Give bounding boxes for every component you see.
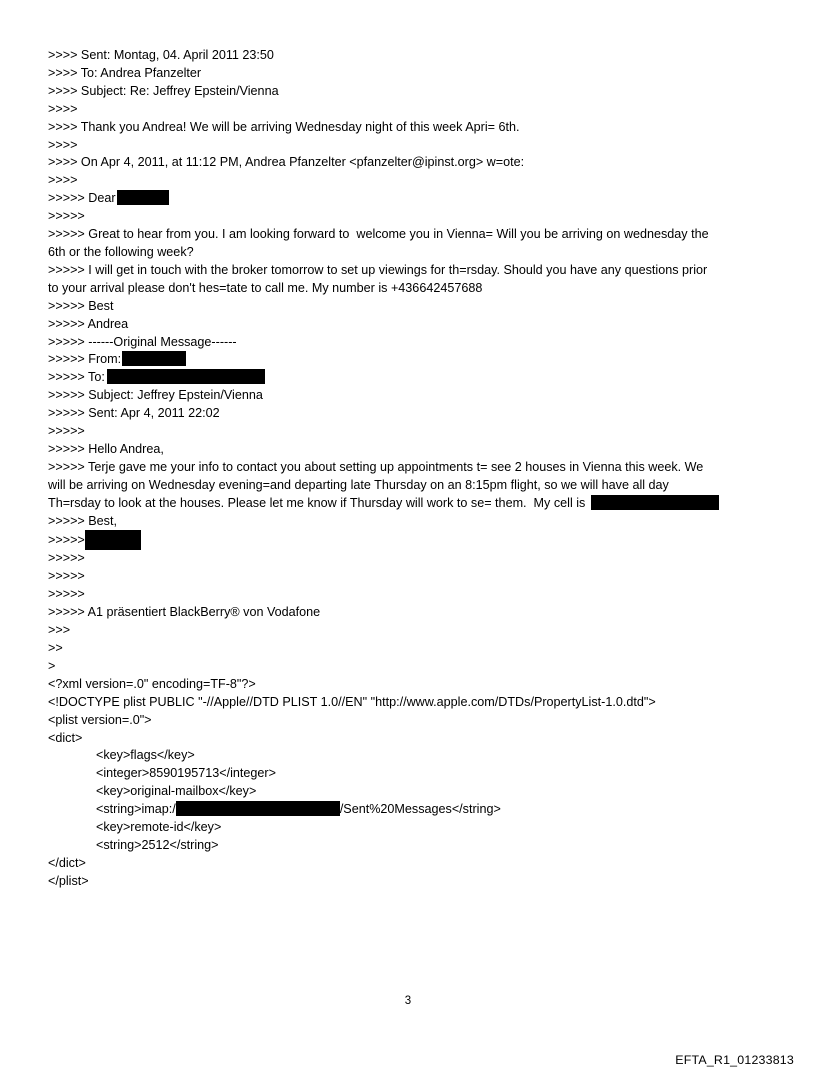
text-line: </plist> bbox=[48, 873, 89, 888]
text-line: >> bbox=[48, 641, 63, 655]
text-line: <key>original-mailbox</key> bbox=[96, 784, 257, 799]
text-line: >>>> bbox=[48, 101, 78, 116]
text-line: >>>>> Hello Andrea, bbox=[48, 441, 164, 456]
text-line bbox=[48, 530, 768, 550]
line-text: >>>>> To: bbox=[48, 370, 105, 385]
text-line: >>>>> Best bbox=[48, 298, 114, 313]
page-number: 3 bbox=[404, 995, 412, 1007]
text-line bbox=[48, 190, 768, 208]
text-line bbox=[48, 369, 768, 387]
email-document-body bbox=[48, 47, 768, 891]
text-line: <plist version=.0"> bbox=[48, 712, 152, 727]
text-line: > bbox=[48, 658, 56, 673]
redaction-box bbox=[85, 530, 141, 550]
text-line: <string>2512</string> bbox=[96, 837, 219, 852]
text-line: >>>>> bbox=[48, 551, 85, 566]
line-text: Th=rsday to look at the houses. Please let me know if Thursday will work to se= them. My cell is bbox=[48, 495, 586, 510]
text-line: >>>> bbox=[48, 173, 78, 188]
text-line: >>>>> A1 präsentiert BlackBerry® von Vodafone bbox=[48, 605, 321, 620]
text-line: >>>>> ------Original Message------ bbox=[48, 334, 237, 349]
text-line: >>>>> bbox=[48, 424, 85, 439]
text-line: >>>>> Sent: Apr 4, 2011 22:02 bbox=[48, 406, 220, 421]
text-line: >>>> To: Andrea Pfanzelter bbox=[48, 65, 202, 80]
redaction-box bbox=[591, 495, 719, 510]
text-line: >>>>> Subject: Jeffrey Epstein/Vienna bbox=[48, 388, 263, 403]
text-line: >>>> Sent: Montag, 04. April 2011 23:50 bbox=[48, 48, 274, 62]
text-line bbox=[48, 351, 768, 369]
text-line: </dict> bbox=[48, 855, 86, 870]
redaction-box bbox=[176, 801, 340, 816]
text-line: >>>> bbox=[48, 137, 78, 152]
text-line: >>>> Subject: Re: Jeffrey Epstein/Vienna bbox=[48, 83, 279, 98]
text-line: <?xml version=.0" encoding=TF-8"?> bbox=[48, 676, 256, 691]
text-line: <!DOCTYPE plist PUBLIC "-//Apple//DTD PLIST 1.0//EN" "http://www.apple.com/DTDs/PropertyList-1.0.dtd"> bbox=[48, 694, 656, 709]
text-line: <key>remote-id</key> bbox=[96, 820, 222, 835]
text-line: <key>flags</key> bbox=[96, 748, 195, 763]
text-line: >>> bbox=[48, 623, 71, 638]
text-line bbox=[48, 801, 768, 819]
text-line: >>>>> bbox=[48, 569, 85, 584]
text-line: >>>>> I will get in touch with the broker tomorrow to set up viewings for th=rsday. Should you have any questions prior bbox=[48, 262, 708, 277]
text-line: >>>>> Great to hear from you. I am looking forward to welcome you in Vienna= Will you be arriving on wednesday the bbox=[48, 227, 709, 242]
text-line: will be arriving on Wednesday evening=and departing late Thursday on an 8:15pm flight, so we will have all day bbox=[48, 477, 669, 492]
line-text: <string>imap:/ bbox=[96, 802, 176, 817]
text-line: >>>>> Best, bbox=[48, 513, 117, 528]
text-line: >>>>> bbox=[48, 587, 85, 602]
text-line bbox=[48, 495, 768, 513]
line-text: >>>>> Dear bbox=[48, 191, 116, 206]
text-line: <integer>8590195713</integer> bbox=[96, 766, 276, 781]
redaction-box bbox=[107, 369, 265, 384]
text-line: >>>> On Apr 4, 2011, at 11:12 PM, Andrea Pfanzelter <pfanzelter@ipinst.org> w=ote: bbox=[48, 155, 525, 170]
text-line: >>>>> Andrea bbox=[48, 316, 129, 331]
line-text: >>>>> From: bbox=[48, 352, 122, 367]
document-id-footer: EFTA_R1_01233813 bbox=[675, 1053, 794, 1067]
text-line: >>>> Thank you Andrea! We will be arriving Wednesday night of this week Apri= 6th. bbox=[48, 119, 520, 134]
text-line: <dict> bbox=[48, 730, 83, 745]
line-text: /Sent%20Messages</string> bbox=[339, 802, 501, 817]
line-text: >>>>> bbox=[48, 533, 85, 548]
redaction-box bbox=[117, 190, 169, 205]
redaction-box bbox=[122, 351, 186, 366]
text-line: >>>>> Terje gave me your info to contact you about setting up appointments t= see 2 houses in Vienna this week. We bbox=[48, 459, 704, 474]
text-line: >>>>> bbox=[48, 209, 85, 224]
text-line: to your arrival please don't hes=tate to call me. My number is +436642457688 bbox=[48, 280, 483, 295]
text-line: 6th or the following week? bbox=[48, 244, 194, 259]
